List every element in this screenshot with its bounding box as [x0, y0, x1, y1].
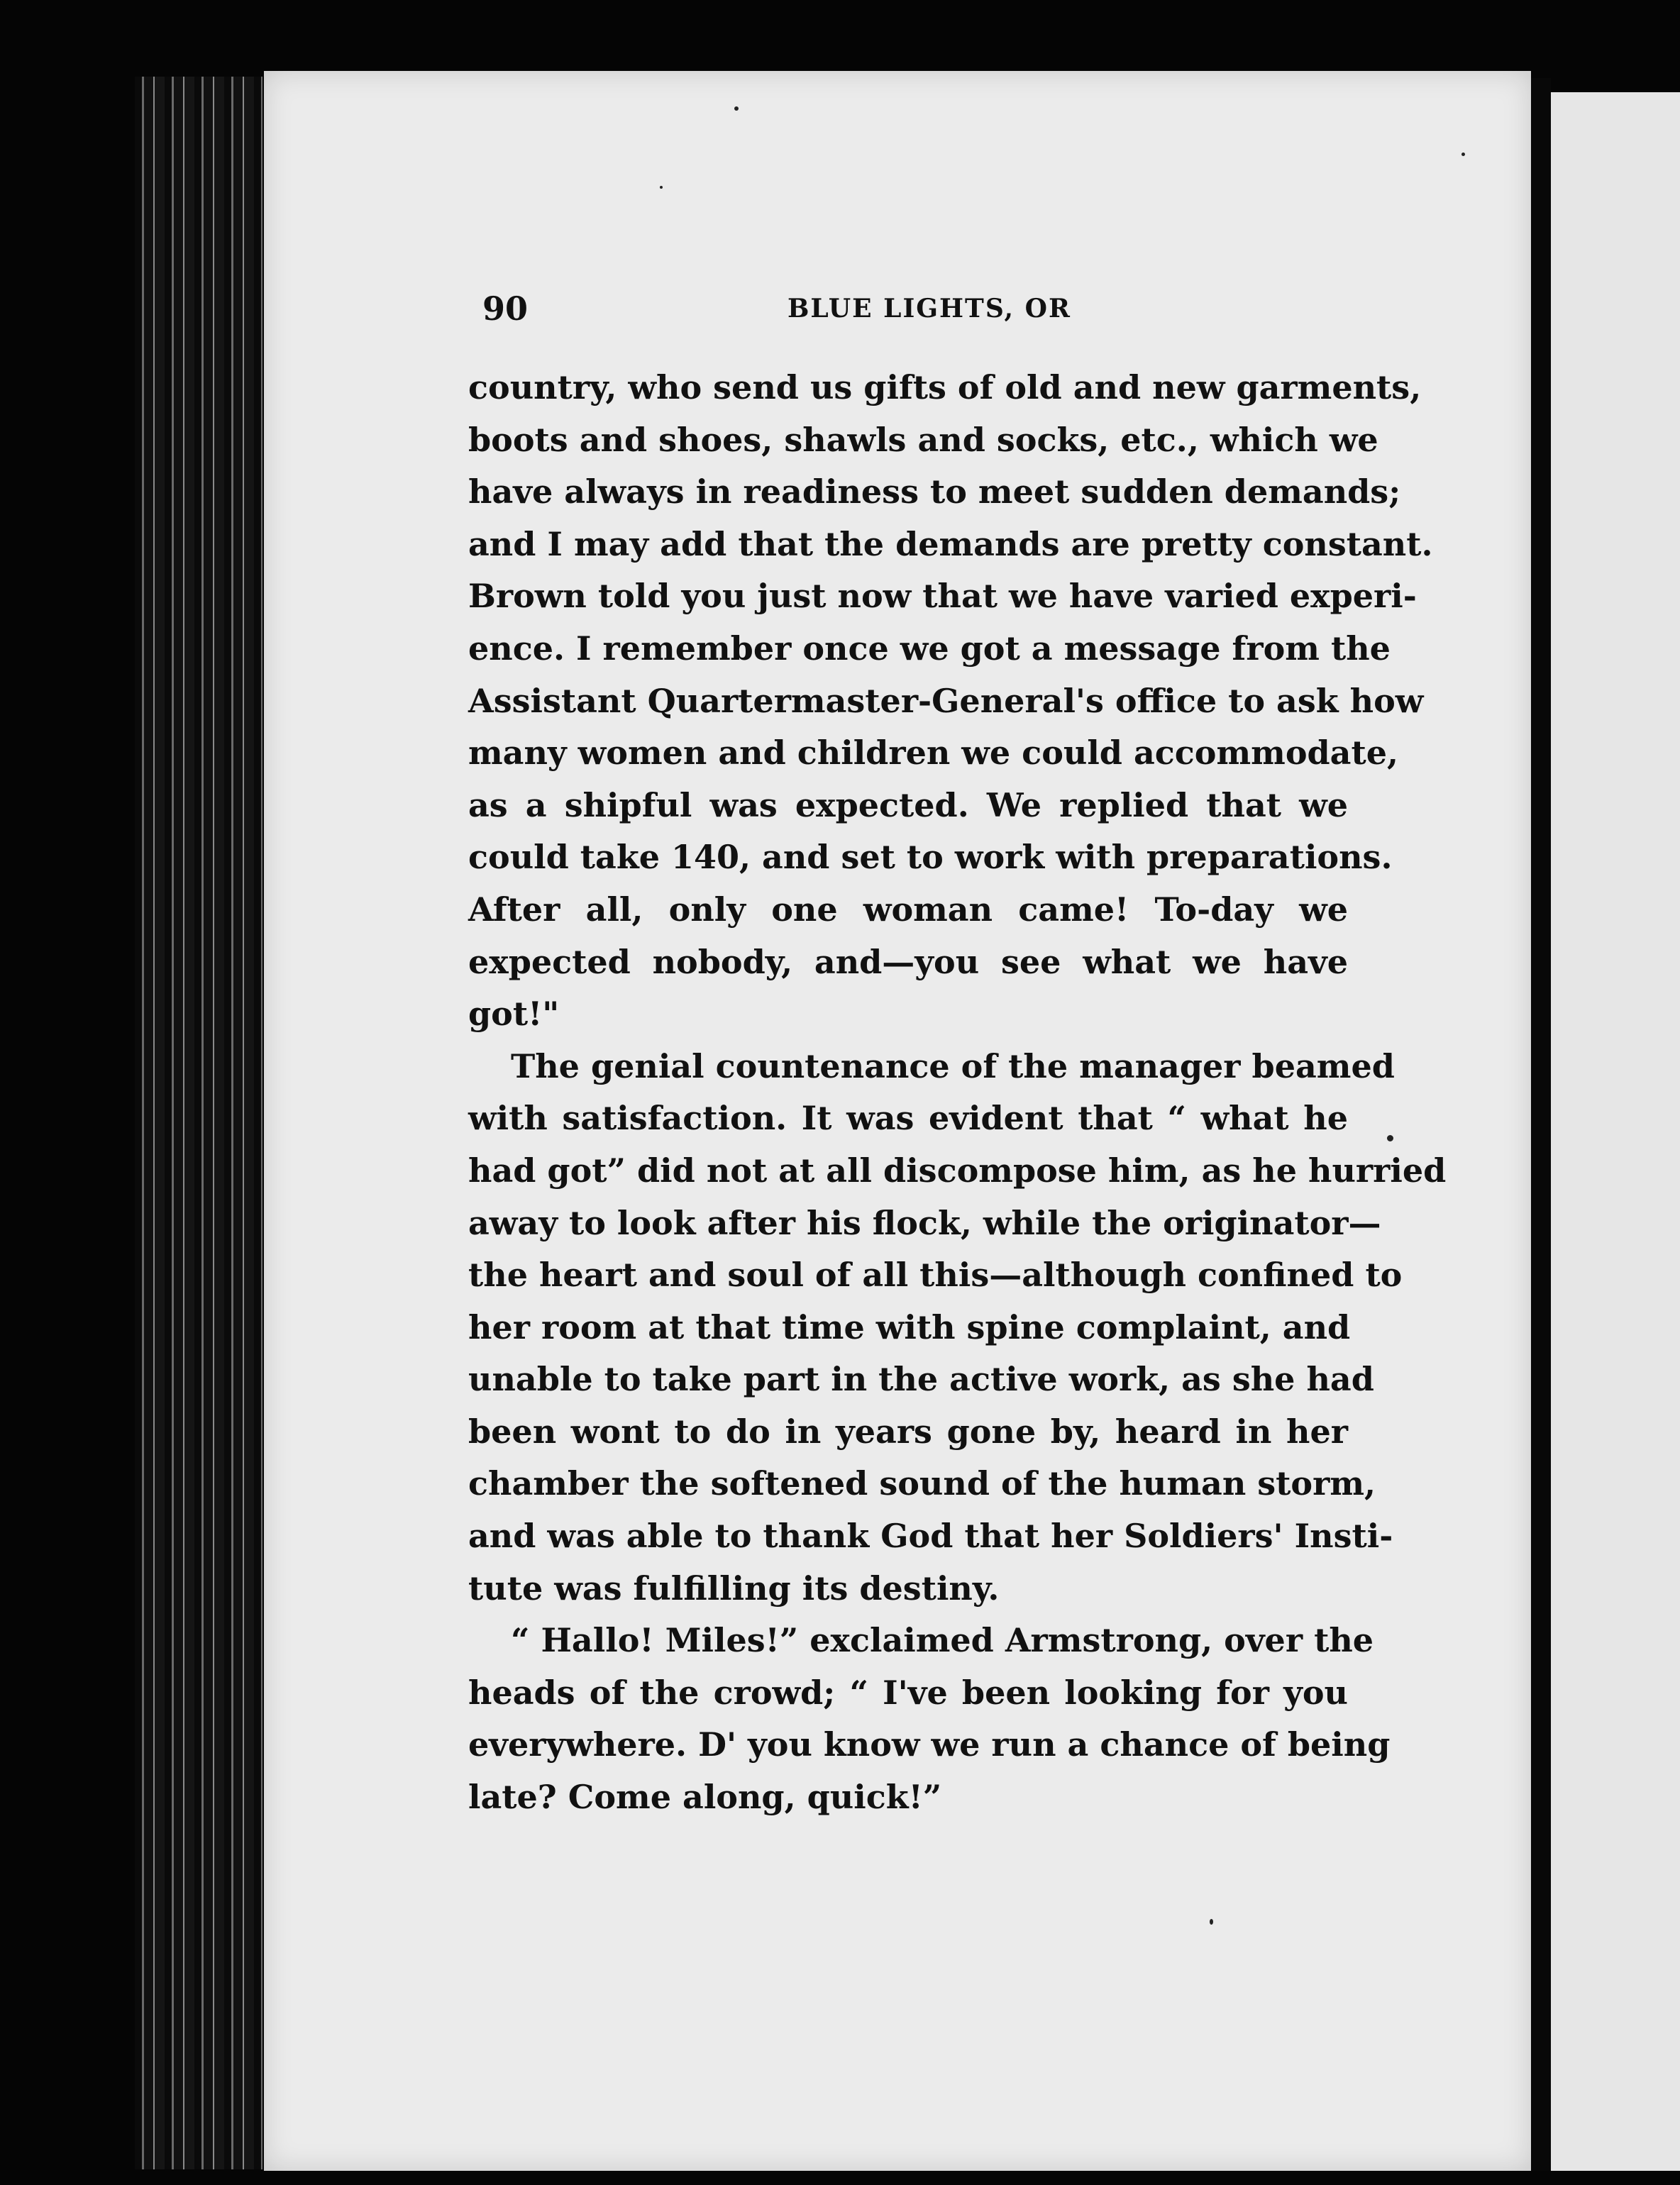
text-line: her room at that time with spine complaint, and: [468, 1307, 1351, 1346]
text-line: and was able to thank God that her Soldiers' Insti-: [468, 1517, 1393, 1556]
text-line: chamber the softened sound of the human storm,: [468, 1464, 1376, 1503]
text-line: away to look after his flock, while the originator—: [468, 1203, 1381, 1242]
text-line: country, who send us gifts of old and new garments,: [468, 368, 1422, 406]
text-line: expected nobody, and—you see what we have: [468, 942, 1348, 981]
text-line: could take 140, and set to work with preparations.: [468, 838, 1393, 877]
text-line: Assistant Quartermaster-General's office to ask how: [468, 681, 1424, 720]
text-line: After all, only one woman came! To-day we: [468, 890, 1348, 929]
text-line: been wont to do in years gone by, heard in her: [468, 1412, 1348, 1451]
paragraph: [468, 362, 1433, 1041]
text-line: have always in readiness to meet sudden demands;: [468, 472, 1401, 511]
facing-page-edge: [1551, 92, 1680, 2171]
text-line: and I may add that the demands are pretty constant.: [468, 524, 1433, 563]
text-line: The genial countenance of the manager beamed: [511, 1046, 1395, 1085]
paragraph: [468, 1615, 1391, 1823]
body-text: [468, 362, 1447, 1824]
text-line: many women and children we could accommodate,: [468, 734, 1398, 773]
text-line: late? Come along, quick!”: [468, 1778, 942, 1817]
text-line: ence. I remember once we got a message from the: [468, 629, 1391, 668]
text-line: tute was fulfilling its destiny.: [468, 1569, 1000, 1608]
text-line: got!": [468, 995, 560, 1034]
paragraph: [468, 1041, 1447, 1615]
text-line: heads of the crowd; “ I've been looking for you: [468, 1673, 1348, 1712]
text-line: everywhere. D' you know we run a chance of being: [468, 1725, 1391, 1764]
book-spine-edge: [135, 77, 262, 2169]
running-title: BLUE LIGHTS, OR: [788, 294, 1071, 323]
running-head: [482, 289, 1426, 332]
text-line: as a shipful was expected. We replied that we: [468, 785, 1348, 824]
text-line: the heart and soul of all this—although confined to: [468, 1256, 1403, 1295]
text-line: “ Hallo! Miles!” exclaimed Armstrong, over the: [511, 1621, 1374, 1660]
page-number: 90: [482, 289, 529, 328]
text-line: with satisfaction. It was evident that “ what he: [468, 1099, 1348, 1138]
text-line: unable to take part in the active work, as she had: [468, 1360, 1374, 1399]
page-gutter: [1531, 78, 1551, 2171]
text-line: had got” did not at all discompose him, as he hurried: [468, 1151, 1447, 1190]
text-line: Brown told you just now that we have varied experi-: [468, 577, 1417, 616]
text-line: boots and shoes, shawls and socks, etc., which we: [468, 420, 1378, 459]
